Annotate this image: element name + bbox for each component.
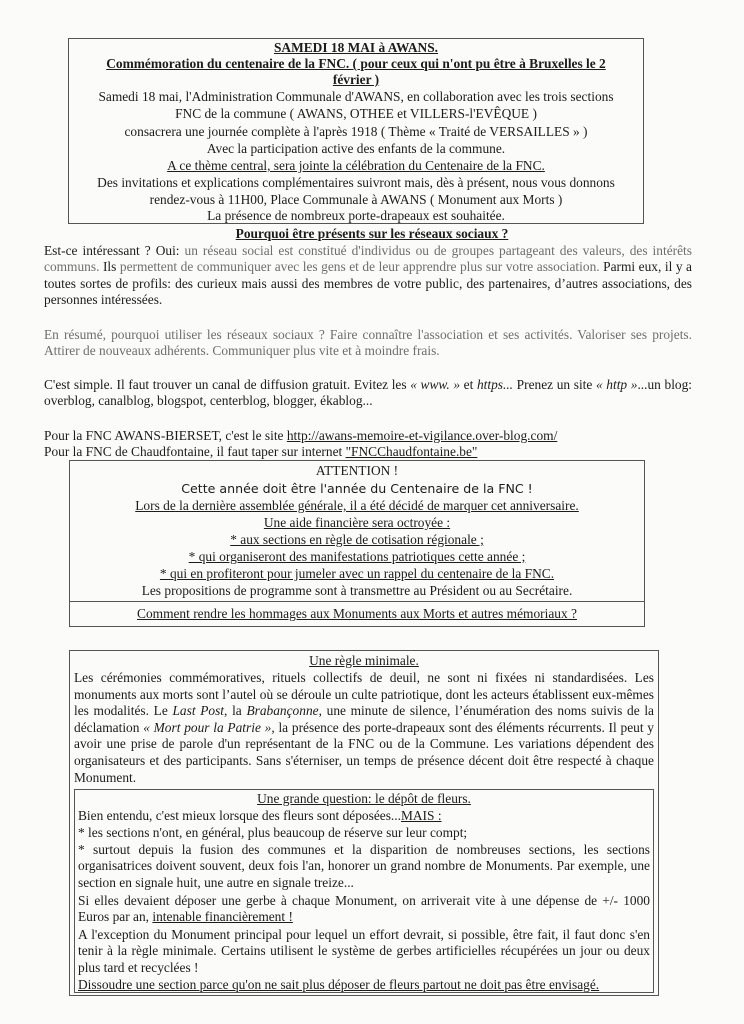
- announcement-box: [68, 38, 644, 224]
- attention-headline: Cette année doit être l'année du Centenaire de la FNC !: [181, 481, 533, 496]
- flowers-line: * surtout depuis la fusion des communes et la disparition de nombreuses sections, les sections organisatrices doivent souvent, deux fois l'an, honorer un grand nombre de Monuments. Par exemple, une section en signale huit, une autre en signale treize...: [78, 842, 650, 890]
- announcement-line: La présence de nombreux porte-drapeaux est souhaitée.: [207, 208, 505, 223]
- attention-title: ATTENTION !: [315, 463, 399, 478]
- awans-blog-link[interactable]: http://awans-memoire-et-vigilance.over-blog.com/: [286, 428, 558, 443]
- attention-line: * qui en profiteront pour jumeler avec un rappel du centenaire de la FNC.: [159, 566, 555, 581]
- text: Bien entendu, c'est mieux lorsque des fleurs sont déposées...: [78, 808, 401, 823]
- social-awans-line: [44, 428, 557, 444]
- rule-title: Une règle minimale.: [309, 653, 419, 668]
- text: MAIS :: [400, 808, 442, 823]
- social-paragraph-3: [44, 377, 692, 410]
- text: , la: [224, 703, 247, 719]
- announcement-line: FNC de la commune ( AWANS, OTHEE et VILLERS-l'EVÊQUE ): [175, 106, 537, 121]
- attention-line: Lors de la dernière assemblée générale, il a été décidé de marquer cet anniversaire.: [135, 498, 579, 513]
- announcement-line: Samedi 18 mai, l'Administration Communale d'AWANS, en collaboration avec les trois sections: [98, 89, 614, 104]
- text: un réseau social est constitué d'individus ou de groupes partageant des valeurs, des intérêts communs.: [44, 243, 692, 275]
- text: Parmi eux, il y a toutes sortes de profils: des curieux mais aussi des membres de votre public, des partenaires, d’autres associations, des personnes intéressées.: [44, 259, 692, 308]
- text: Last Post: [172, 703, 225, 719]
- attention-line: * aux sections en règle de cotisation régionale ;: [230, 532, 484, 547]
- text: Est-ce intéressant ? Oui:: [44, 243, 185, 258]
- text: Ils: [99, 259, 120, 275]
- attention-line: Les propositions de programme sont à transmettre au Président ou au Secrétaire.: [141, 583, 573, 598]
- text: Pour la FNC de Chaudfontaine, il faut taper sur internet: [44, 444, 346, 459]
- text: ...un blog: overblog, canalblog, blogspot, centerblog, blogger, ékablog...: [44, 377, 693, 409]
- flowers-line: * les sections n'ont, en général, plus beaucoup de réserve sur leur compt;: [78, 825, 468, 840]
- flowers-line: [78, 893, 650, 926]
- attention-line: Une aide financière sera octroyée :: [263, 515, 451, 530]
- text: permettent de communiquer avec les gens et de leur apprendre plus sur votre association.: [119, 259, 600, 275]
- social-paragraph-2: En résumé, pourquoi utiliser les réseaux sociaux ? Faire connaître l'association et ses activités. Valoriser ses projets. Attirer de nouveaux adhérents. Communiquer plus vite et à moindre frais.: [44, 327, 692, 359]
- text: « http »: [595, 377, 638, 392]
- chaudfontaine-link[interactable]: "FNCChaudfontaine.be": [345, 444, 478, 459]
- text: C'est simple. Il faut trouver un canal de diffusion gratuit. Evitez les: [44, 377, 411, 392]
- announcement-subtitle-cont: février ): [332, 72, 380, 87]
- social-chaudfontaine-line: [44, 444, 477, 460]
- flowers-line: A l'exception du Monument principal pour lequel un effort devrait, si possible, être fait, il faut donc s'en tenir à la règle minimale. Certains utilisent le système de gerbes artificielles récupérées un jour ou deux plus tard et recyclées !: [78, 927, 650, 975]
- text: Brabançonne: [246, 703, 319, 719]
- announcement-line: consacrera une journée complète à l'après 1918 ( Thème « Traité de VERSAILLES » ): [124, 124, 588, 139]
- attention-line: * qui organiseront des manifestations patriotiques cette année ;: [188, 549, 526, 564]
- text: Si elles devaient déposer une gerbe à chaque Monument, on arriverait vite à une dépense de +/- 1000 Euros par an,: [78, 893, 650, 925]
- text: Les cérémonies commémoratives, rituels collectifs de deuil, ne sont ni fixées ni standardisées. Les monuments aux morts sont l’autel où se déroule un culte patriotique, dont les acteurs établissent eux-mêmes les modalités. Le: [74, 670, 654, 719]
- social-paragraph-1: [44, 243, 692, 309]
- text: Prenez un site: [513, 377, 596, 392]
- text: https...: [476, 377, 514, 392]
- flowers-line: [78, 808, 442, 824]
- text: intenable financièrement !: [152, 909, 293, 925]
- rule-paragraph: [74, 670, 654, 786]
- text: « www. »: [410, 377, 461, 392]
- announcement-line: rendez-vous à 11H00, Place Communale à AWANS ( Monument aux Morts ): [149, 192, 563, 207]
- text: , une minute de silence, l’énumération des noms suivis de la déclamation: [74, 703, 654, 735]
- attention-question: Comment rendre les hommages aux Monuments aux Morts et autres mémoriaux ?: [137, 606, 577, 621]
- text: « Mort pour la Patrie »: [143, 719, 272, 735]
- attention-box: [69, 460, 645, 627]
- text: et: [460, 377, 477, 392]
- announcement-line: A ce thème central, sera jointe la célébration du Centenaire de la FNC.: [167, 158, 545, 173]
- announcement-line: Avec la participation active des enfants de la commune.: [206, 141, 506, 156]
- announcement-title: SAMEDI 18 MAI à AWANS.: [273, 40, 439, 55]
- flowers-title: Une grande question: le dépôt de fleurs.: [257, 791, 471, 806]
- announcement-subtitle: Commémoration du centenaire de la FNC. ( pour ceux qui n'ont pu être à Bruxelles le 2: [106, 56, 606, 71]
- flowers-box: [74, 789, 654, 993]
- flowers-conclusion: Dissoudre une section parce qu'on ne sait plus déposer de fleurs partout ne doit pas être envisagé.: [78, 977, 600, 992]
- social-heading: Pourquoi être présents sur les réseaux sociaux ?: [235, 226, 509, 241]
- divider: [70, 601, 644, 602]
- rule-box: [69, 650, 659, 996]
- text: , la présence des porte-drapeaux sont des éléments récurrents. Il peut y avoir une prise de parole d'un représentant de la FNC ou de la Commune. Les variations dépendent des organisateurs et des participants. Sans s'éterniser, un temps de présence décent doit être respecté à chaque Monument.: [74, 719, 655, 785]
- text: Pour la FNC AWANS-BIERSET, c'est le site: [44, 428, 287, 443]
- announcement-line: Des invitations et explications complémentaires suivront mais, dès à présent, nous vous donnons: [97, 175, 615, 190]
